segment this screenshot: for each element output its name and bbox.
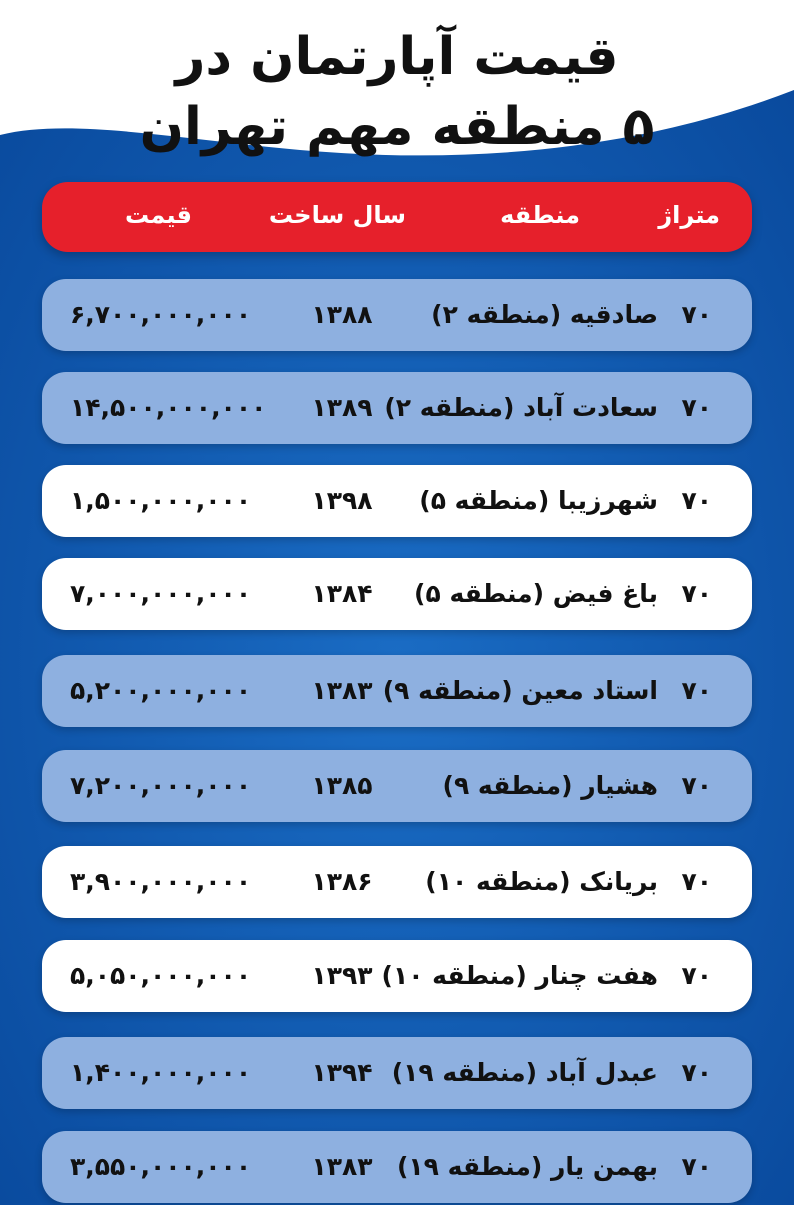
table-row bbox=[42, 465, 752, 537]
table-header bbox=[42, 182, 752, 252]
cell-price: ۷,۲۰۰,۰۰۰,۰۰۰ bbox=[70, 771, 252, 800]
cell-year: ۱۳۸۵ bbox=[311, 771, 373, 800]
cell-area: ۷۰ bbox=[681, 393, 712, 422]
cell-price: ۱,۴۰۰,۰۰۰,۰۰۰ bbox=[70, 1058, 252, 1087]
cell-price: ۵,۰۵۰,۰۰۰,۰۰۰ bbox=[70, 961, 252, 990]
header-area: متراژ bbox=[658, 201, 720, 229]
cell-area: ۷۰ bbox=[681, 486, 712, 515]
cell-year: ۱۳۸۳ bbox=[311, 676, 373, 705]
cell-year: ۱۳۸۸ bbox=[311, 300, 373, 329]
cell-region: بهمن یار (منطقه ۱۹) bbox=[396, 1152, 658, 1181]
cell-year: ۱۳۸۶ bbox=[311, 867, 373, 896]
cell-area: ۷۰ bbox=[681, 771, 712, 800]
table-row bbox=[42, 1131, 752, 1203]
cell-area: ۷۰ bbox=[681, 867, 712, 896]
table-row bbox=[42, 940, 752, 1012]
cell-region: استاد معین (منطقه ۹) bbox=[382, 676, 658, 705]
cell-region: عبدل آباد (منطقه ۱۹) bbox=[391, 1058, 658, 1087]
page-title-line1: قیمت آپارتمان در bbox=[175, 27, 619, 87]
cell-year: ۱۳۹۳ bbox=[311, 961, 373, 990]
cell-year: ۱۳۸۳ bbox=[311, 1152, 373, 1181]
table-row bbox=[42, 846, 752, 918]
cell-area: ۷۰ bbox=[681, 1152, 712, 1181]
table-row bbox=[42, 1037, 752, 1109]
cell-price: ۶,۷۰۰,۰۰۰,۰۰۰ bbox=[70, 300, 252, 329]
cell-area: ۷۰ bbox=[681, 961, 712, 990]
table-row bbox=[42, 279, 752, 351]
cell-year: ۱۳۸۹ bbox=[311, 393, 373, 422]
cell-price: ۳,۵۵۰,۰۰۰,۰۰۰ bbox=[70, 1152, 252, 1181]
cell-region: هفت چنار (منطقه ۱۰) bbox=[381, 961, 658, 990]
cell-price: ۵,۲۰۰,۰۰۰,۰۰۰ bbox=[70, 676, 252, 705]
cell-region: بریانک (منطقه ۱۰) bbox=[425, 867, 658, 896]
table-row bbox=[42, 655, 752, 727]
cell-region: صادقیه (منطقه ۲) bbox=[431, 300, 658, 329]
table-row bbox=[42, 750, 752, 822]
cell-area: ۷۰ bbox=[681, 300, 712, 329]
cell-region: هشیار (منطقه ۹) bbox=[442, 771, 658, 800]
header-region: منطقه bbox=[500, 201, 580, 229]
header-price: قیمت bbox=[124, 201, 192, 229]
cell-year: ۱۳۸۴ bbox=[311, 579, 373, 608]
cell-area: ۷۰ bbox=[681, 1058, 712, 1087]
cell-year: ۱۳۹۴ bbox=[311, 1058, 373, 1087]
cell-area: ۷۰ bbox=[681, 676, 712, 705]
cell-area: ۷۰ bbox=[681, 579, 712, 608]
cell-price: ۷,۰۰۰,۰۰۰,۰۰۰ bbox=[70, 579, 252, 608]
cell-price: ۳,۹۰۰,۰۰۰,۰۰۰ bbox=[70, 867, 252, 896]
cell-region: سعادت آباد (منطقه ۲) bbox=[384, 393, 658, 422]
cell-region: شهرزیبا (منطقه ۵) bbox=[419, 486, 658, 515]
cell-price: ۱۴,۵۰۰,۰۰۰,۰۰۰ bbox=[70, 393, 267, 422]
page-title-line2: ۵ منطقه مهم تهران bbox=[139, 97, 655, 157]
table-row bbox=[42, 372, 752, 444]
page-title bbox=[0, 22, 794, 162]
cell-region: باغ فیض (منطقه ۵) bbox=[414, 579, 658, 608]
cell-year: ۱۳۹۸ bbox=[311, 486, 373, 515]
table-row bbox=[42, 558, 752, 630]
header-year: سال ساخت bbox=[268, 201, 406, 229]
cell-price: ۱,۵۰۰,۰۰۰,۰۰۰ bbox=[70, 486, 252, 515]
